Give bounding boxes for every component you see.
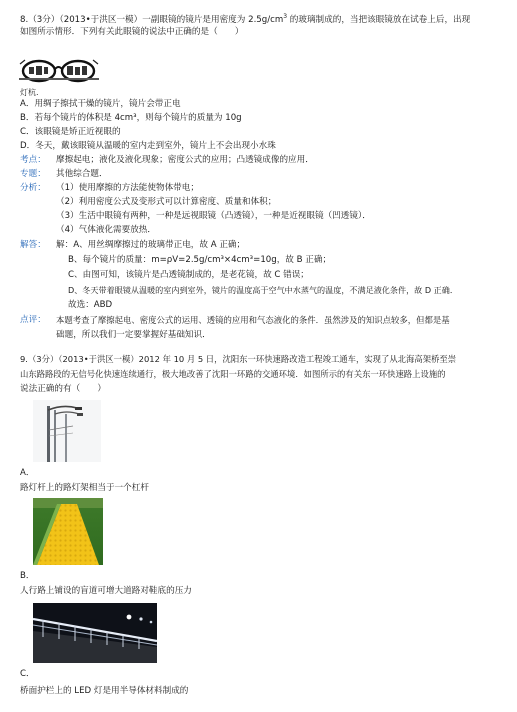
glasses-figure (19, 54, 99, 88)
tactile-paving-photo (33, 498, 103, 565)
q8-option-b: B．若每个镜片的体积是 4cm³，则每个镜片的质量为 10g (20, 113, 242, 123)
q8-zhuanti-text: 其他综合题． (56, 169, 108, 179)
q8-dianping-line: 本题考查了摩擦起电、密度公式的运用、透镜的应用和气态液化的条件．虽然涉及的知识点较多，但都是基 (56, 315, 450, 325)
streetlight-photo (33, 400, 101, 462)
q8-dianping-line: 础题，所以我们一定要掌握好基础知识． (56, 330, 211, 340)
q8-fenxi-line: （4）气体液化需要放热． (56, 225, 156, 235)
q8-kaodian-label: 考点： (20, 155, 46, 165)
q8-jieda-label: 解答： (20, 240, 46, 250)
q8-jieda-line: D、冬天带着眼镜从温暖的室内到室外，镜片的温度高于空气中水蒸气的温度，不满足液化条件，故 D 正确． (68, 285, 458, 295)
q8-option-a: A．用绸子擦拭干燥的镜片，镜片会带正电 (20, 99, 181, 109)
bridge-led-railing-photo (33, 603, 157, 663)
q9-option-a-text: 路灯杆上的路灯架相当于一个杠杆 (20, 483, 149, 493)
q9-option-b-label: B． (20, 571, 35, 581)
q8-zhuanti-label: 专题： (20, 169, 46, 179)
q8-figure-label: 灯杭. (20, 88, 39, 97)
q9-head-line1: 9.（3分）（2013•于洪区一模）2012 年 10 月 5 日，沈阳东一环快速路改造工程竣工通车，实现了从北海高架桥至崇 (20, 354, 457, 364)
q8-head-part2: 的玻璃制成的，当把该眼镜放在试卷上后，出现 (287, 14, 471, 25)
q9-option-c-label: C． (20, 669, 35, 679)
q8-kaodian-text: 摩擦起电；液化及液化现象；密度公式的应用；凸透镜成像的应用． (56, 155, 314, 165)
q8-head-part1: 8.（3分）（2013•于洪区一模）一副眼镜的镜片是用密度为 2.5g/cm (20, 14, 284, 25)
q8-head-line2: 如图所示情形．下列有关此眼镜的说法中正确的是（ ） (20, 27, 244, 37)
q8-head-sup: 3 (283, 13, 288, 20)
q8-fenxi-line: （1）使用摩擦的方法能使物体带电； (56, 183, 199, 193)
q8-dianping-label: 点评： (20, 315, 46, 325)
q9-option-b-text: 人行路上铺设的盲道可增大道路对鞋底的压力 (20, 586, 192, 596)
q9-head-line2: 山东路路段的无信号化快速连续通行，极大地改善了沈阳一环路的交通环境．如图所示的有关东一环快速路上设施的 (20, 369, 446, 379)
q9-head-line3: 说法正确的有（ ） (20, 384, 106, 394)
q8-option-c: C．该眼镜是矫正近视眼的 (20, 127, 121, 137)
q8-answer: 故选：ABD (68, 300, 113, 310)
q8-fenxi-label: 分析： (20, 183, 46, 193)
q8-jieda-line: C、由图可知，该镜片是凸透镜制成的，是老花镜，故 C 错误； (68, 270, 309, 280)
q9-option-a-label: A． (20, 468, 35, 478)
q8-jieda-line: B、每个镜片的质量：m=ρV=2.5g/cm³×4cm³=10g，故 B 正确； (68, 255, 332, 265)
q8-fenxi-line: （3）生活中眼镜有两种，一种是远视眼镜（凸透镜），一种是近视眼镜（凹透镜）． (56, 211, 371, 221)
q9-option-c-text: 桥面护栏上的 LED 灯是用半导体材料制成的 (20, 686, 189, 696)
q8-option-d: D．冬天，戴该眼镜从温暖的室内走到室外，镜片上不会出现小水珠 (20, 141, 276, 151)
q8-jieda-line: 解：A、用丝绸摩擦过的玻璃带正电，故 A 正确； (56, 240, 246, 250)
q8-fenxi-line: （2）利用密度公式及变形式可以计算密度、质量和体积； (56, 197, 277, 207)
